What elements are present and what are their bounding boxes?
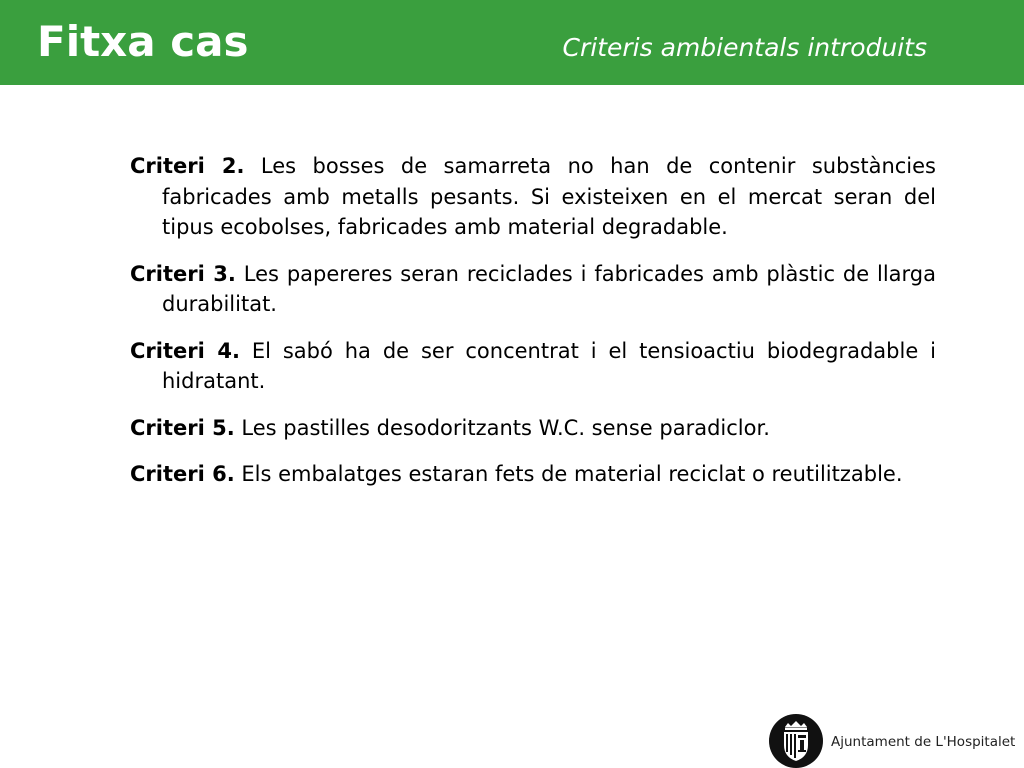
criterion-6: [130, 459, 936, 490]
criterion-text: Les papereres seran reciclades i fabricades amb plàstic de llarga durabilitat.: [162, 261, 936, 316]
city-emblem-icon: [769, 714, 823, 768]
criterion-2: [130, 151, 936, 243]
criterion-text: Les pastilles desodoritzants W.C. sense paradiclor.: [241, 415, 770, 440]
header-bar: [0, 0, 1024, 85]
slide-subtitle: Criteris ambientals introduits: [562, 33, 927, 62]
criterion-label: Criteri 2.: [130, 154, 245, 178]
criterion-label: Criteri 4.: [130, 338, 240, 363]
criterion-text: Les bosses de samarreta no han de contenir substàncies fabricades amb metalls pesants. Si existeixen en el mercat seran del tipus ecobolses, fabricades amb material degradable.: [162, 154, 936, 239]
criterion-text: El sabó ha de ser concentrat i el tensioactiu biodegradable i hidratant.: [162, 338, 936, 393]
organization-name: Ajuntament de L'Hospitalet: [831, 734, 1016, 750]
criterion-label: Criteri 6.: [130, 462, 235, 486]
criterion-3: [130, 259, 936, 320]
criterion-label: Criteri 3.: [130, 261, 236, 286]
criterion-label: Criteri 5.: [130, 415, 235, 440]
slide-title: Fitxa cas: [37, 17, 249, 66]
criterion-text: Els embalatges estaran fets de material reciclat o reutilitzable.: [241, 462, 903, 486]
criteria-list: [130, 151, 936, 506]
criterion-5: [130, 413, 936, 444]
criterion-4: [130, 336, 936, 397]
